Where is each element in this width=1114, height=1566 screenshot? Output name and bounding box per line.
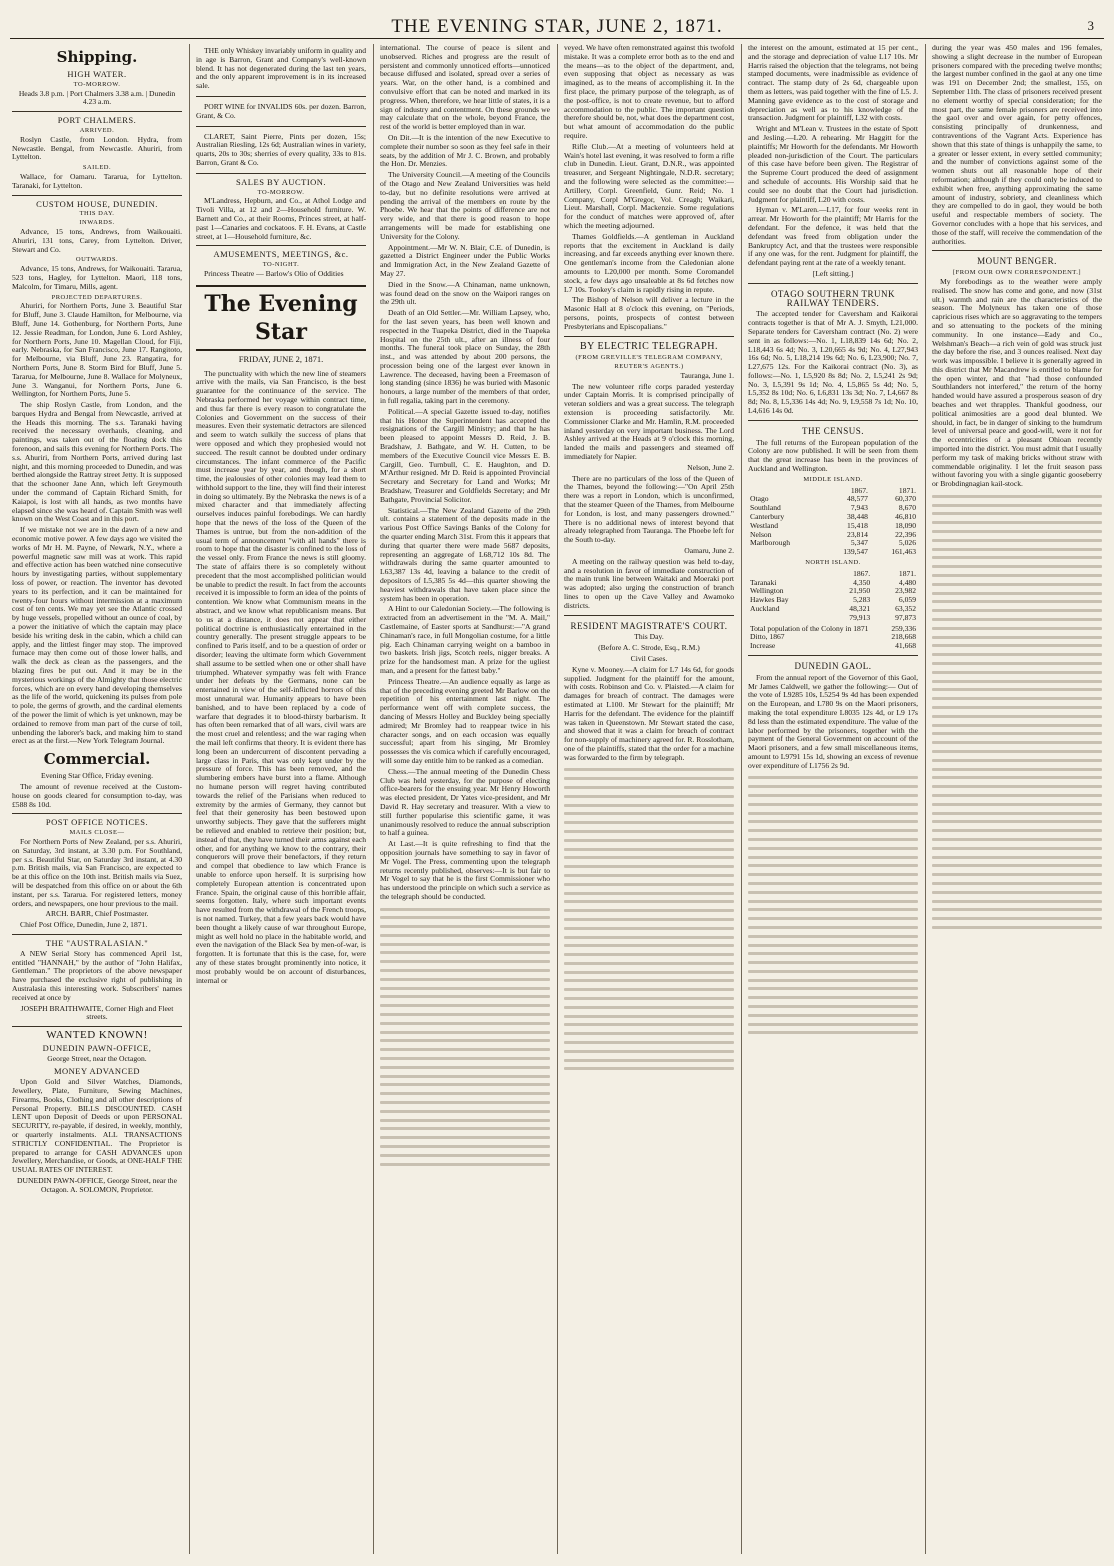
census-label: Nelson	[750, 529, 772, 539]
census-north-island-table	[748, 570, 918, 623]
census-year: 1871.	[898, 485, 916, 495]
died-in-snow-paragraph: Died in the Snow.—A Chinaman, name unknown, was found dead on the snow on the Waipori ranges on the 29th ult.	[380, 279, 550, 307]
claret-ad-text: CLARET, Saint Pierre, Pints per dozen, 15s; Australian Riesling, 12s 6d; Australian wines in variety, quarts, 20s to 30s; sherries of every quality, 33s to 81s. Barron, Grant & Co.	[196, 131, 366, 167]
census-value: 18,090	[895, 520, 916, 530]
magistrates-court-heading: RESIDENT MAGISTRATE'S COURT.	[570, 620, 728, 631]
column-3	[380, 44, 550, 1558]
masthead-rule	[10, 38, 1104, 39]
census-value: 41,668	[895, 641, 916, 651]
column-divider	[373, 44, 374, 1554]
post-office-date: Chief Post Office, Dunedin, June 2, 1871.	[20, 920, 148, 930]
divider	[564, 615, 734, 616]
bishop-lecture-paragraph: The Bishop of Nelson will deliver a lecture in the Masonic Hall at 8 o'clock this evening, on "Periods, persons, points, prospects of contest between Presbyterians and Episcopalians."	[564, 295, 734, 331]
post-office-heading: POST OFFICE NOTICES.	[45, 817, 149, 828]
column-4	[564, 44, 734, 1558]
oamaru-news: A meeting on the railway question was held to-day, and a resolution in favor of immediate construction of the main trunk line between Waitaki and Moeraki port was adopted; also urging the construction of branch lines to open up the Cave Valley and Awamoko districts.	[564, 556, 734, 610]
evening-star-flag: The Evening Star	[196, 285, 366, 351]
leader-article: The punctuality with which the new line of steamers arrive with the mails, via San Francisco, is the best guarantee for the continuance of the service. The Nebraska performed her voyage within contract time, and thus far there is every reason to congratulate the Colonies and Government on the success of their measures. Even their systematic detractors are silenced and seem to watch sulkily the success of plans that were opposed and which they prophesied would not succeed. The result cannot be doubted under ordinary circumstances. The infant commerce of the Pacific must increase year by year, and though, for a short time, the jealousies of other colonies may lead them to withhold support to the line, they will find their interest in doing so ultimately. By the Nebraska the news is of a mixed character and that immediately affecting ourselves induces painful forebodings. We can hardly hope that the news of the loss of the Queen of the Thames is untrue, but from the non-addition of the usual term of announcement "with all hands" there is room to hope that the disaster is confined to the loss of the vessel only. From France the news is still gloomy. The state of affairs there is so completely without precedent that the most accomplished politician would be unable to predict the result. In fact from the accounts received it is impossible to form an idea of the points of contention. We know what Communism means in the abstract, and we know what republicanism means. But to us at a distance, it does not appear that either political doctrine is enthusiastically entertained in the country generally. The present struggle appears to be confined to Paris itself, and to be a question of order or disorder; leaving the ultimate form which Government shall assume to be settled when one or other shall have triumphed. Whatever sympathy was felt with France under her defeats by the Germans, none can be entertained in view of the self-inflicted horrors of this most unnatural war. Humanity appears to have been banished, and to have been replaced by a code of warfare that degrades it to blood-thirsty barbarism. It has often been remarked that of all wars, civil wars are the most cruel and relentless; and the war raging when the mail left confirms that theory. It is evident there has long been an undercurrent of discontent pervading a large class in Paris, that was only kept under by the pressure of force. This has been removed, and the slumbering embers have burst into a flame. Although no humane person will regret having contributed towards the relief of the Parisians when reduced to extremity by the armies of Germany, they cannot but feel that their generosity has been bestowed upon unworthy subjects. They gave that the sufferers might be relieved and enabled to retrieve their position; but, instead of that, they have turned their arms against each other, and for anything we know to the contrary, their conquerors will prove their benefactors, if they return and compel that obedience to law which France is unable to enforce upon herself. It is surprising how completely European attention is concentrated upon France. Spain, the original cause of this horrible affair, seems forgotten. Italy, where such important events have resulted from the withdrawal of the French troops, is not named. Turkey, that a few years back would have been thought a likely cause of war throughout Europe, might as well hold no place in the habitable world, and even the navigation of the Black Sea by men-of-war, is forgotten. It is fortunate that this is the case, for, were any of these states brought prominently into notice, it most probably would be on account of disturbances, internal or	[196, 368, 366, 985]
column-2	[196, 44, 366, 1558]
divider	[564, 336, 734, 337]
pawn-office-footer: DUNEDIN PAWN-OFFICE, George Street, near the Octagon. A. SOLOMON, Proprietor.	[17, 1176, 177, 1194]
census-row	[748, 614, 918, 623]
census-value: 139,547	[843, 547, 868, 557]
whisky-advertisement	[196, 44, 366, 97]
magnetic-saw-article: If we mistake not we are in the dawn of a new and economic motive power. A few days ago we visited the works of Mr H. M. Payne, of Newark, N.Y., where a powerful magnetic saw mill was at work. This rapid and effective action has been watched nine consecutive hours by investigating parties, without supplementary loss of power, or reaction. The inventor has devoted years to its perfection, and it can be maintained for twenty-four hours without intermission at a maximum cost of ten cents. We may yet see the Atlantic crossed by huge vessels, propelled without an ounce of coal, by a power the initiative of which the captain may place beside his writing desk in the cabin, which a child can apply, and the littlest finger may stop. The improved furnace may then come out of those lower halls, and walk the deck as clean as the passengers, and the blazing fires be put out. And it may be in the mysterious workings of the Almighty that those electric forces, which are on every hand developing themselves as the life of the world, quickening its pulses from pole to pole, the germs of growth, and the cardinal elements of the power the limit of which is yet unknown, may be ordained to remove from man part of the curse of toil, unbending the laborer's back, and making him to stand erect as at the first.—New York Telegram Journal.	[12, 525, 182, 746]
commercial-office: Evening Star Office, Friday evening.	[40, 771, 154, 781]
divider	[748, 655, 918, 656]
claret-advertisement	[196, 130, 366, 174]
divider	[748, 283, 918, 284]
custom-house-subheading: THIS DAY.	[79, 210, 115, 218]
census-value: 46,810	[895, 512, 916, 522]
australasian-signature: JOSEPH BRAITHWAITE, Corner High and Fleet streets.	[20, 1003, 174, 1022]
court-day: This Day.	[634, 632, 664, 642]
divider	[12, 934, 182, 935]
electric-telegraph-heading: BY ELECTRIC TELEGRAPH.	[580, 340, 718, 352]
masthead-title: THE EVENING STAR, JUNE 2, 1871.	[391, 16, 723, 37]
outwards-label: OUTWARDS.	[75, 256, 119, 264]
census-value: 7,943	[850, 503, 868, 513]
port-wine-advertisement	[196, 100, 366, 127]
census-label	[748, 548, 822, 557]
court-before: (Before A. C. Strode, Esq., R.M.)	[598, 643, 700, 653]
whisky-ad-text: THE only Whiskey invariably uniform in quality and in age is Barron, Grant and Company's well-known blend. It has not degenerated during the last ten years, and the only apparent improvement is in its increased sale.	[196, 46, 366, 91]
census-heading: THE CENSUS.	[801, 425, 864, 436]
railway-tenders-heading: OTAGO SOUTHERN TRUNK RAILWAY TENDERS.	[770, 288, 896, 308]
auction-list: M'Landress, Hepburn, and Co., at Athol Lodge and Tivoli Villa, at 12 and 2—Household furniture. W. Barnett and Co., at their Rooms, Princes street, at half-past 1—Canaries and cockatoos. F. H. Evans, at Castle street, at 1—Household furniture, &c.	[196, 196, 366, 241]
hyman-case-paragraph: Hyman v. M'Laren.—L17, for four weeks rent in arrear. Mr Howorth for the plaintiff; Mr Harris for the defendant. For the defence, it was held that the defendant was freed from obligation under the Bankruptcy Act, and that the trustees were responsible if any one was, for the rent. Judgment for plaintiff, the defendant paying rent at the rate of a weekly tenant.	[748, 205, 918, 268]
census-label: Otago	[750, 494, 769, 504]
mount-benger-text: My forebodings as to the weather were amply realised. The snow has come and gone, and now (31st ult.) warmth and rain are the characteristics of the season. The Molyneux has taken one of those capricious rises which are so aggravating to the tempers and so attenuating to the pockets of the mining community. In one instance—Eady and Co., Welshman's Beach—a rich vein of gold was struck just the day before the rise, and 3 ounces realised. Next day work was impossible. I believe it is generally agreed in this district that Mr Macandrew is entitled to blame for the open winter, and that "had those confounded Southlanders not interfered," the return of the horny handed would have assured a prosperous season of dry beaches and wet thrapples. Thankful goodness, our political animosities are a good deal blunted. We should, in fact, be in danger of sinking to the humdrum level of universal peace and good-will, were it not for the eccentricities of a pleasant Ohioan recently imported into the district. You must admit that I usually perform my task of making bricks without straw with commendable originality. I let the fruit season pass without favoring you with a single gigantic gooseberry or Brobdingnagian kail-stock.	[932, 276, 1102, 489]
arrived-list: Roslyn Castle, from London. Hydra, from Newcastle. Bengal, from Newcastle. Ahuriri, from Lyttelton.	[12, 134, 182, 162]
column-1	[12, 44, 182, 1558]
census-middle-island-table	[748, 487, 918, 557]
census-label: Westland	[750, 520, 779, 530]
masthead	[0, 6, 1114, 36]
high-water-heading: HIGH WATER.	[67, 69, 127, 79]
census-label: Total population of the Colony in 1871	[750, 623, 869, 633]
court-continuation: the interest on the amount, estimated at 15 per cent., and the storage and depreciation of value L17 10s. Mr Harris raised the objection that the telegrams, not being stamped documents, were inadmissible as evidence of contract. The stamp duty of 2s 6d, chargeable upon them as letters, was paid together with the fine of L5. J. Manning gave evidence as to the cost of storage and depreciation as well as to his knowledge of the transaction. Judgment for plaintiff, L32 with costs.	[748, 44, 918, 123]
divider	[12, 111, 182, 112]
census-value: 23,814	[847, 529, 868, 539]
census-value: 8,670	[898, 503, 916, 513]
nelson-news: There are no particulars of the loss of the Queen of the Thames, beyond the following:—"On April 25th there was a report in London, which is unconfirmed, that the steamer Queen of the Thames, from Melbourne for London, is lost, and many passengers drowned." There is no additional news of interest beyond that already telegraphed from Tauranga. The Phoebe left for the South to-day.	[564, 473, 734, 545]
political-paragraph: Political.—A special Gazette issued to-day, notifies that his Honor the Superintendent has accepted the resignations of the Cargill Ministry; and that he has been pleased to appoint Messrs D. Reid, J. B. Bradshaw, J. Bathgate, and W. H. Cutten, to be members of the Executive Council vice Messrs E. B. Cargill, Geo. Turnbull, C. E. Haughton, and D. M'Arthur resigned. Mr D. Reid is appointed Provincial Secretary and Secretary for Land and Works; Mr Bradshaw, Treasurer and Goldfields Secretary; and Mr Bathgate, Provincial Solicitor.	[380, 406, 550, 504]
census-row	[748, 522, 918, 531]
amusements-text: Princess Theatre — Barlow's Olio of Oddities	[204, 268, 344, 278]
census-year: 1867.	[853, 568, 871, 578]
unread-text-filler	[748, 776, 918, 1034]
middle-island-heading: MIDDLE ISLAND.	[803, 475, 863, 483]
census-label: Auckland	[750, 604, 780, 614]
leader-continuation: international. The course of peace is silent and unobserved. Riches and progress are the result of persistent and commonly unnoticed efforts—unnoticed because diffused and isolated, spread over a series of years. War, on the other hand, is a combined and convulsive effort that can be noted and marked in its progress. When, therefore, we hear little of states, it is a sign of industry and contentment. On these grounds we may calculate that on the whole, beyond France, the rest of the world is better employed than in war.	[380, 44, 550, 132]
projected-departures-list: Ahuriri, for Northern Ports, June 3. Beautiful Star for Bluff, June 3. Claude Hamilton, for Melbourne, via Bluff, June 14. Gothenburg, for Northern Ports, June 12. Jessie Readman, for London, June 6. Lord Ashley, for Northern Ports, June 10. Magellan Cloud, for Fiji, early. Nebraska, for San Francisco, June 17. Rangitoto, for Melbourne, via Bluff, June 23. Rangatira, for Northern Ports, June 8. Storm Bird for Bluff, June 5. Tararua, for Melbourne, June 8. Wallace for Molyneux, June 3. Wanganui, for Northern Ports, June 6. Wellington, for Northern Ports, June 5.	[12, 301, 182, 399]
left-sitting-note: [Left sitting.]	[812, 268, 854, 278]
telegraph-continuation: veyed. We have often remonstrated against this twofold mistake. It was a complete error both as to the end and the means—as to the object of the department, and, even supposing that object as necessary as was imagined, as to the means of accomplishing it. In the first place, the primary purpose of the telegraph, as of the post-office, is not to create revenue, but to afford accommodation to the public. The important question therefore should be, not, what does the department cost, but what amount of accommodation do the public require.	[564, 44, 734, 140]
census-row	[748, 605, 918, 614]
census-value: 5,283	[853, 595, 871, 605]
port-chalmers-heading: PORT CHALMERS.	[57, 115, 137, 126]
statistical-paragraph: Statistical.—The New Zealand Gazette of the 29th ult. contains a statement of the deposits made in the various Post Office Savings Banks of the Colony for the quarter ending March 31st. From this it appears that during that quarter there were made 5687 deposits, representing an aggregate of L68,712 10s 8d. The withdrawals during the same quarter amounted to L63,387 13s 4d, leaving a balance to the credit of depositors of L5,385 5s 4d—this quarter showing the heaviest withdrawals that have taken place since the system has been in operation.	[380, 505, 550, 603]
divider	[748, 420, 918, 421]
pawn-office-address: George Street, near the Octagon.	[47, 1053, 147, 1063]
wright-case-paragraph: Wright and M'Lean v. Trustees in the estate of Spott and Jesling.—L20. A rehearing. Mr Haggitt for the plaintiffs; Mr Howorth for the defendants. Mr Howorth pleaded non-jurisdiction of the Court. The particulars of this case have before been given. The Registrar of the Supreme Court produced the deed of assignment and schedule of accounts. His Worship said that he could see no doubt that the Court had jurisdiction. Judgment for plaintiff, L20 with costs.	[748, 124, 918, 204]
princess-theatre-paragraph: Princess Theatre.—An audience equally as large as that of the preceding evening greeted Mr Barlow on the repetition of his entertainment last night. The performance went off with complete success, the dancing of Messrs Holley and Buckley being specially admired; Mr Bromley had to reappear twice in his character songs, and on each occasion was equally successful; apart from his singing, Mr Bromley possesses the vis comica which if carefully encouraged, will some day entitle him to be ranked as a comedian.	[380, 676, 550, 765]
gaol-continuation: during the year was 450 males and 196 females, showing a slight decrease in the number of European prisoners compared with the preceding twelve months; the largest number confined in the gaol at any one time was 191 on December 2nd; the smallest, 155, on September 11th. The class of prisoners received present no element worthy of special consideration; for the most part, the same female prisoners are received into the gaol over and over again, for petty offences, consisting principally of drunkenness, and contraventions of the Vagrant Acts. Experience has shown that this state of things is unhappily the same, to a greater or lesser extent, in every settled community; and the number of convictions against some of the women shuts out all reasonable hope of their reformation; although if they could only be induced to exhibit when free, anything approximating the same amount of industry, sobriety, and cleanliness which they are compelled to do in gaol, they would be both useful and respectable members of society. The Governor concludes with a hope that his services, and those of the staff, will receive the commendation of the authorities.	[932, 44, 1102, 246]
amusements-subheading: TO-NIGHT.	[262, 261, 300, 269]
custom-house-heading: CUSTOM HOUSE, DUNEDIN.	[36, 198, 158, 209]
census-value: 218,668	[891, 632, 916, 642]
census-value: 79,913	[849, 612, 871, 622]
census-value: 6,059	[898, 595, 916, 605]
unread-text-filler	[564, 768, 734, 1070]
census-value: 4,350	[853, 577, 871, 587]
census-year: 1871.	[898, 568, 916, 578]
census-label: Ditto, 1867	[750, 632, 785, 642]
tauranga-news: The new volunteer rifle corps paraded yesterday under Captain Morris. It is comprised principally of veteran soldiers and was a great success. The telegraph extension is proceeding satisfactorily. Mr. Commissioner Clarke and Mr. Hamlin, R.M. proceeded inland yesterday on very important business. The Lord Ashley arrived at the Heads at 9 o'clock this morning, landed the mails and passengers and steamed off immediately for Napier.	[564, 381, 734, 462]
arrived-label: ARRIVED.	[79, 126, 115, 134]
divider	[196, 245, 366, 246]
census-value: 97,873	[895, 612, 916, 622]
caledonian-hint-paragraph: A Hint to our Caledonian Society.—The following is extracted from an advertisement in the "M. A. Mail," Castlemaine, of Easter sports at Sandhurst:—"A grand Chinaman's race, in full Mongolian costume, for a little pig. Each Chinaman carrying weight on a bamboo in two baskets. Irish jigs, Scotch reels, nigger breaks. A prize for the handsomest man. A prize for the ugliest man, and a present for the fattest baby."	[380, 604, 550, 675]
inwards-list: Advance, 15 tons, Andrews, from Waikouaiti. Ahuriri, 131 tons, Carey, from Lyttelton. Driver, Stewart and Co.	[12, 226, 182, 254]
census-value: 161,463	[891, 547, 916, 557]
rifle-club-paragraph: Rifle Club.—At a meeting of volunteers held at Wain's hotel last evening, it was resolved to form a rifle club in Dunedin. Lieut. Grant, D.N.R., was appointed treasurer, and Sergeant Nightingale, N.D.R. secretary; and the following were selected as the committee:—Artillery, Corpl. Greenfield, Gunr. Reid; No. 1 Company, Corpl M'Gregor, Vol. Creagh; Waikari, Lieut. Marshall, Corpl. Mackenzie. Some regulations for the conduct of matches were approved of, after which the meeting adjourned.	[564, 141, 734, 230]
column-divider	[925, 44, 926, 1554]
chess-paragraph: Chess.—The annual meeting of the Dunedin Chess Club was held yesterday, for the purpose of electing office-bearers for the ensuing year. Mr Henry Howorth was elected president, Dr Yates vice-president, and Mr David R. Hay secretary and treasurer. With a view to still further popularise this scientific game, it was unanimously resolved to reduce the annual subscription to half a guinea.	[380, 766, 550, 838]
on-dit-paragraph: On Dit.—It is the intention of the new Executive to complete their number so soon as they feel safe in their seats, by the addition of Mr J. C. Brown, and probably the Hon. Dr. Menzies.	[380, 132, 550, 169]
australasian-text: A NEW Serial Story has commenced April 1st, entitled "HANNAH," by the author of "John Halifax, Gentleman." The proprietors of the above newspaper have purchased the exclusive right of publishing in Australasia this interesting work. Subscribers' names received at once by	[12, 948, 182, 1002]
census-label: Hawkes Bay	[750, 595, 789, 605]
oamaru-dateline: Oamaru, June 2.	[684, 546, 734, 556]
post-office-text: For Northern Ports of New Zealand, per s.s. Ahuriri, on Saturday, 3rd instant, at 3.30 p.m. For Southland, per s.s. Beautiful Star, on Saturday 3rd instant, at 4.30 p.m. British mails, via San Francisco, are expected to be at this office on the 10th inst. British mails via Suez, will be despatched from this office on or about the 6th instant, per s.s. Tararua. For registered letters, money orders, and newspapers, one hour previous to the mail.	[12, 836, 182, 908]
dunedin-gaol-heading: DUNEDIN GAOL.	[794, 661, 872, 671]
divider	[932, 250, 1102, 251]
pawn-office-heading: DUNEDIN PAWN-OFFICE,	[42, 1042, 152, 1053]
sales-by-auction-heading: SALES BY AUCTION.	[235, 176, 327, 187]
postmaster-signature: ARCH. BARR, Chief Postmaster.	[45, 909, 149, 919]
census-value: 5,347	[850, 538, 868, 548]
census-label: Southland	[750, 503, 781, 513]
census-value: 5,026	[898, 538, 916, 548]
high-water-subheading: TO-MORROW.	[73, 80, 121, 88]
census-row	[748, 548, 918, 557]
census-summary-table	[748, 625, 918, 651]
divider	[12, 1026, 182, 1027]
at-last-paragraph: At Last.—It is quite refreshing to find that the opposition journals have something to say in favor of Mr Vogel. The Press, commenting upon the telegraph returns recently published, observes:—It is but fair to Mr Vogel to say that he is the first Commissioner who has understood the principle on which such a service as the telegraph should be conducted.	[380, 839, 550, 901]
leader-dateline: FRIDAY, JUNE 2, 1871.	[238, 353, 324, 364]
court-cases-text: Kyne v. Mooney.—A claim for L7 14s 6d, for goods supplied. Judgment for the plaintiff for the amount, with costs. Robinson and Co. v. Plaisted.—A claim for damages for breach of contract. The damages were estimated at L100. Mr Stewart for the plaintiff; Mr Harris for the defendant. The evidence for the plaintiff was taken in Queenstown. Mr Stewart stated the case, and showed that it was a claim for breach of contract for non-supply of machinery agreed for. R. Rosslotham, one of the plaintiffs, stated that the order for a machine was forwarded to the firm by telegraph.	[564, 664, 734, 762]
mount-benger-heading: MOUNT BENGER.	[977, 256, 1057, 267]
census-value: 15,418	[847, 520, 868, 530]
commercial-text: The amount of revenue received at the Custom-house on goods cleared for consumption to-day, was £588 8s 10d.	[12, 781, 182, 809]
column-6	[932, 44, 1102, 1558]
census-intro: The full returns of the European population of the Colony are now published. It will be seen from them that the great increase has been in the provinces of Auckland and Wellington.	[748, 437, 918, 474]
page-number: 3	[1087, 18, 1094, 33]
unread-text-filler	[932, 495, 1102, 929]
correspondent-label: [FROM OUR OWN CORRESPONDENT.]	[952, 269, 1082, 277]
projected-departures-label: PROJECTED DEPARTURES.	[51, 293, 143, 301]
column-divider	[741, 44, 742, 1554]
nelson-dateline: Nelson, June 2.	[687, 462, 734, 472]
column-5	[748, 44, 918, 1558]
civil-cases-label: Civil Cases.	[630, 654, 668, 663]
wanted-known-heading: WANTED KNOWN!	[46, 1029, 148, 1042]
census-value: 38,448	[847, 512, 868, 522]
census-label: Marlborough	[750, 538, 791, 548]
thames-goldfields-paragraph: Thames Goldfields.—A gentleman in Auckland reports that the excitement in Auckland is daily increasing, and far exceeds anything ever known there. One gentleman's income from the Caledonian alone amounts to L20,000 per month. Some Coromandel stock, a few days ago unsaleable at 8s 6d fetches now L7 10s. Tookey's claim is rapidly rising in repute.	[564, 231, 734, 294]
census-label: Wellington	[750, 586, 784, 596]
census-value: 63,352	[895, 604, 916, 614]
census-value: 48,577	[847, 494, 868, 504]
census-value: 60,370	[895, 494, 916, 504]
auction-subheading: TO-MORROW.	[257, 188, 305, 196]
port-wine-ad-text: PORT WINE for INVALIDS 60s. per dozen. Barron, Grant, & Co.	[196, 101, 366, 120]
census-label: Increase	[750, 641, 776, 651]
census-value: 4,480	[898, 577, 916, 587]
amusements-heading: AMUSEMENTS, MEETINGS, &c.	[213, 249, 349, 260]
census-label: Taranaki	[750, 577, 777, 587]
column-divider	[189, 44, 190, 1554]
mails-close-label: MAILS CLOSE—	[69, 829, 125, 837]
outwards-list: Advance, 15 tons, Andrews, for Waikouaiti. Tararua, 523 tons, Hagley, for Lyttelton. Maori, 118 tons, Malcolm, for Timaru, Mills, agent.	[12, 264, 182, 291]
census-year-header	[748, 487, 918, 496]
high-water-times: Heads 3.8 p.m. | Port Chalmers 3.38 a.m. | Dunedin 4.23 a.m.	[18, 88, 176, 107]
australasian-heading: THE "AUSTRALASIAN."	[45, 937, 149, 948]
north-island-heading: NORTH ISLAND.	[805, 559, 861, 567]
census-value: 22,396	[895, 529, 916, 539]
census-value: 48,321	[849, 604, 871, 614]
old-settler-paragraph: Death of an Old Settler.—Mr. William Lapsey, who, for the last seven years, has been well known and respected in the Tuapeka District, died in the Tuapeka Hospital on the 25th ult., after an illness of four months. The funeral took place on Sunday, the 28th inst., and was attended by about 200 persons, the procession being one of the largest ever known in Lawrence. The deceased, having been a Freemason of long standing (since 1836) he was buried with Masonic honours, a large number of the members of that order, in full regalia, taking part in the ceremony.	[380, 308, 550, 406]
census-label: Canterbury	[750, 512, 785, 522]
unread-text-filler	[380, 908, 550, 1166]
tauranga-dateline: Tauranga, June 1.	[680, 370, 734, 380]
commercial-heading: Commercial.	[43, 750, 151, 769]
census-year: 1867.	[850, 485, 868, 495]
census-value: 23,982	[895, 586, 916, 596]
shipping-heading: Shipping.	[56, 48, 138, 66]
university-council-paragraph: The University Council.—A meeting of the Councils of the Otago and New Zealand Universities was held to-day, but no definite resolutions were arrived at pending the arrival of the members en route by the Phoebe. We hear that the points of difference are not very wide, and that there is good reason to hope arrangements will be made for establishing one University for the Colony.	[380, 170, 550, 241]
shipping-news: The ship Roslyn Castle, from London, and the barques Hydra and Bengal from Newcastle, arrived at the Heads this morning. The s.s. Taranaki having received the necessary overhauls, cleaning, and paintings, was taken out of the floating dock this forenoon, and sails this evening for Northern Ports. The s.s. Ahuriri, from Northern Ports, arrived during last night, and this morning proceeded to Dunedin, and was berthed alongside the Rattray street Jetty. It is supposed that the schooner Jane Ann, which left Greymouth under the command of Captain Richard Smith, for Kaiapoi, is lost with all hands, as two months have elapsed since she was heard of. Captain Smith was well known on the West Coast and in this port.	[12, 400, 182, 524]
sailed-label: SAILED.	[82, 164, 112, 172]
divider	[12, 813, 182, 814]
census-value: 21,950	[849, 586, 871, 596]
appointment-paragraph: Appointment.—Mr W. N. Blair, C.E. of Dunedin, is gazetted a District Engineer under the Public Works and Immigration Act, in the New Zealand Gazette of May 27.	[380, 242, 550, 278]
sailed-list: Wallace, for Oamaru. Tararua, for Lyttelton. Taranaki, for Lyttelton.	[12, 171, 182, 190]
railway-tenders-text: The accepted tender for Caversham and Kaikorai contracts together is that of Mr A. J. Smyth, L21,000. Separate tenders for Caversham contract (No. 2) were sent in as follows:—No. 1, L18,839 14s 6d; No. 2, L18,443 6s 4d; No. 3, L20,665 4s 9d; No. 4, L27,943 16s 6d; No. 5, L18,214 19s 6d; No. 6, L23,900; No. 7, L27,675 12s. For the Kaikorai contract (No. 3), as follows:—No. 1, L5,920 8s 8d; No. 2, L5,241 2s 9d; No. 3, L5,391 9s 1d; No. 4, L5,865 5s 4d; No. 5, L5,352 8s 10d; No. 6, L6,831 13s 3d; No. 7, L4,667 8s 8d; No. 8, L5,336 14s 4d; No. 9, L9,558 7s 1d; No. 10, L4,616 14s 0d.	[748, 309, 918, 416]
dunedin-gaol-text: From the annual report of the Governor of this Gaol, Mr James Caldwell, we gather the following:— Out of the vote of L9285 10s, L5254 9s 4d has been expended on the European, and L780 9s on the Maori prisoners, making the total expenditure L8035 12s 4d, or L9 17s 8d less than the estimated expenditure. The value of the labor performed by the prisoners, together with the payment of the General Government on account of the Maori prisoners, and a few small miscellaneous items, amount to L9791 15s 1d, showing an excess of revenue over expenditure of L1756 2s 9d.	[748, 672, 918, 770]
column-divider	[557, 44, 558, 1554]
census-label	[748, 614, 826, 623]
telegraph-source: (FROM GREVILLE'S TELEGRAM COMPANY, REUTER'S AGENTS.)	[575, 354, 723, 371]
census-row	[748, 642, 918, 651]
pawn-office-text: Upon Gold and Silver Watches, Diamonds, Jewellery, Plate, Furniture, Sewing Machines, Firearms, Books, Clothing and all other descriptions of Personal Property. BILLS DISCOUNTED. CASH LENT upon Deposit of Deeds or upon PERSONAL SECURITY, re-payable, if desired, in weekly, monthly, or quarterly instalments. ALL TRANSACTIONS STRICTLY CONFIDENTIAL. The Proprietor is prepared to arrange for CASH ADVANCES upon Jewellery, Merchandise, or Goods, at ONE-HALF THE USUAL RATES OF INTEREST.	[12, 1077, 182, 1175]
divider	[12, 195, 182, 196]
money-advanced-heading: MONEY ADVANCED	[53, 1066, 141, 1077]
census-value: 259,336	[891, 623, 916, 633]
inwards-label: INWARDS.	[79, 219, 115, 227]
